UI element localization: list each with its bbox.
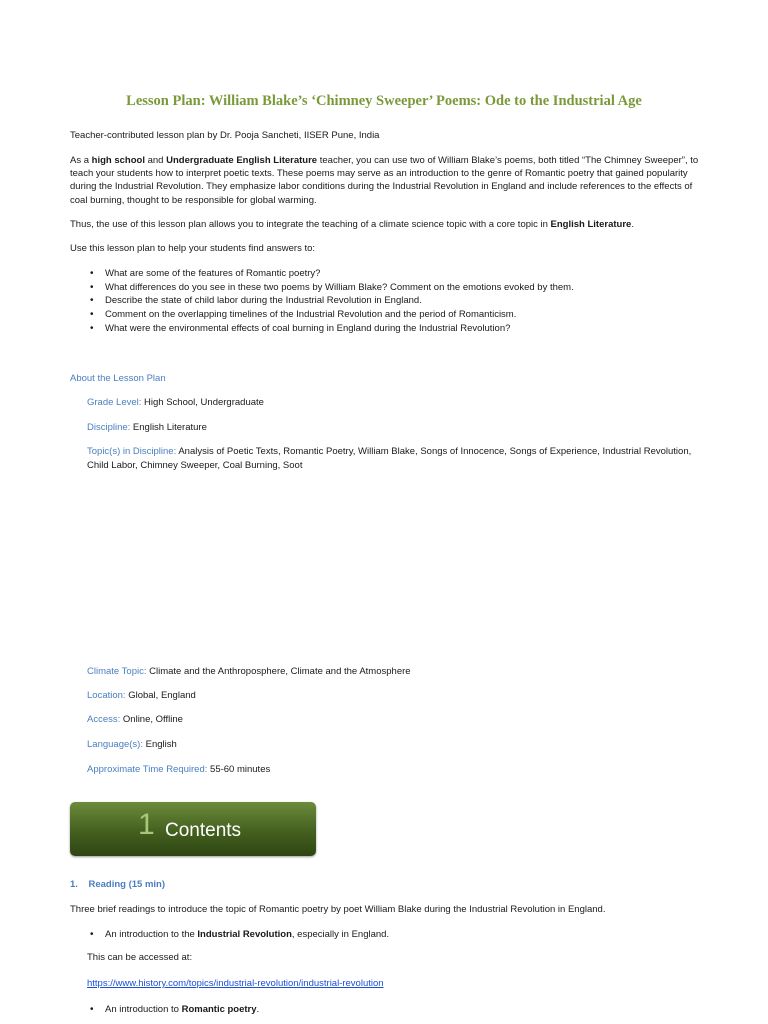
- section-number: 1: [138, 808, 155, 841]
- questions-list: [90, 267, 710, 336]
- climate-topic-field: Climate Topic: Climate and the Anthroposphere, Climate and the Atmosphere: [87, 666, 411, 677]
- grade-level-field: Grade Level: High School, Undergraduate: [87, 397, 264, 408]
- page-title: Lesson Plan: William Blake’s ‘Chimney Sweeper’ Poems: Ode to the Industrial Age: [126, 93, 642, 109]
- questions-intro: Use this lesson plan to help your students find answers to:: [70, 243, 316, 254]
- list-item: • An introduction to Romantic poetry.: [90, 1003, 710, 1017]
- section-title: Contents: [165, 820, 242, 841]
- time-required-field: Approximate Time Required: 55-60 minutes: [87, 764, 271, 775]
- reading-list-1: [90, 928, 710, 942]
- byline: Teacher-contributed lesson plan by Dr. Pooja Sancheti, IISER Pune, India: [70, 130, 380, 141]
- list-item: • An introduction to the Industrial Revolution, especially in England.: [90, 928, 710, 942]
- location-field: Location: Global, England: [87, 690, 196, 701]
- intro-paragraph: As a high school and Undergraduate English Literature teacher, you can use two of William Blake’s poems, both titled “The Chimney Sweeper”, to teach your students how to interpret poetic texts. These poems may serve as an introduction to the genre of Romantic poetry that gained popularity during the Industrial Revolution. They emphasize labor conditions during the Industrial Revolution in England and include references to the effects of coal burning, thought to be responsible for global warming.: [70, 155, 699, 206]
- integration-paragraph: Thus, the use of this lesson plan allows you to integrate the teaching of a climate science topic with a core topic in English Literature.: [70, 219, 634, 230]
- access-text: This can be accessed at:: [87, 952, 193, 963]
- contents-banner: [70, 802, 316, 856]
- discipline-field: Discipline: English Literature: [87, 422, 207, 433]
- list-item: • What are some of the features of Romantic poetry?: [90, 267, 710, 281]
- history-link[interactable]: https://www.history.com/topics/industrial-revolution/industrial-revolution: [87, 978, 384, 989]
- access-field: Access: Online, Offline: [87, 714, 183, 725]
- reading-heading: 1. Reading (15 min): [70, 879, 166, 890]
- reading-description: Three brief readings to introduce the topic of Romantic poetry by poet William Blake during the Industrial Revolution in England.: [70, 904, 606, 915]
- list-item: • Describe the state of child labor during the Industrial Revolution in England.: [90, 294, 710, 308]
- topics-field: Topic(s) in Discipline: Analysis of Poetic Texts, Romantic Poetry, William Blake, Songs of Innocence, Songs of Experience, Industrial Revolution, Child Labor, Chimney Sweeper, Coal Burning, Soot: [87, 446, 692, 471]
- list-item: • What differences do you see in these two poems by William Blake? Comment on the emotions evoked by them.: [90, 281, 710, 295]
- list-item: • Comment on the overlapping timelines of the Industrial Revolution and the period of Romanticism.: [90, 308, 710, 322]
- about-heading: About the Lesson Plan: [70, 373, 166, 384]
- reading-list-2: [90, 1003, 710, 1017]
- language-field: Language(s): English: [87, 739, 177, 750]
- list-item: • What were the environmental effects of coal burning in England during the Industrial Revolution?: [90, 322, 710, 336]
